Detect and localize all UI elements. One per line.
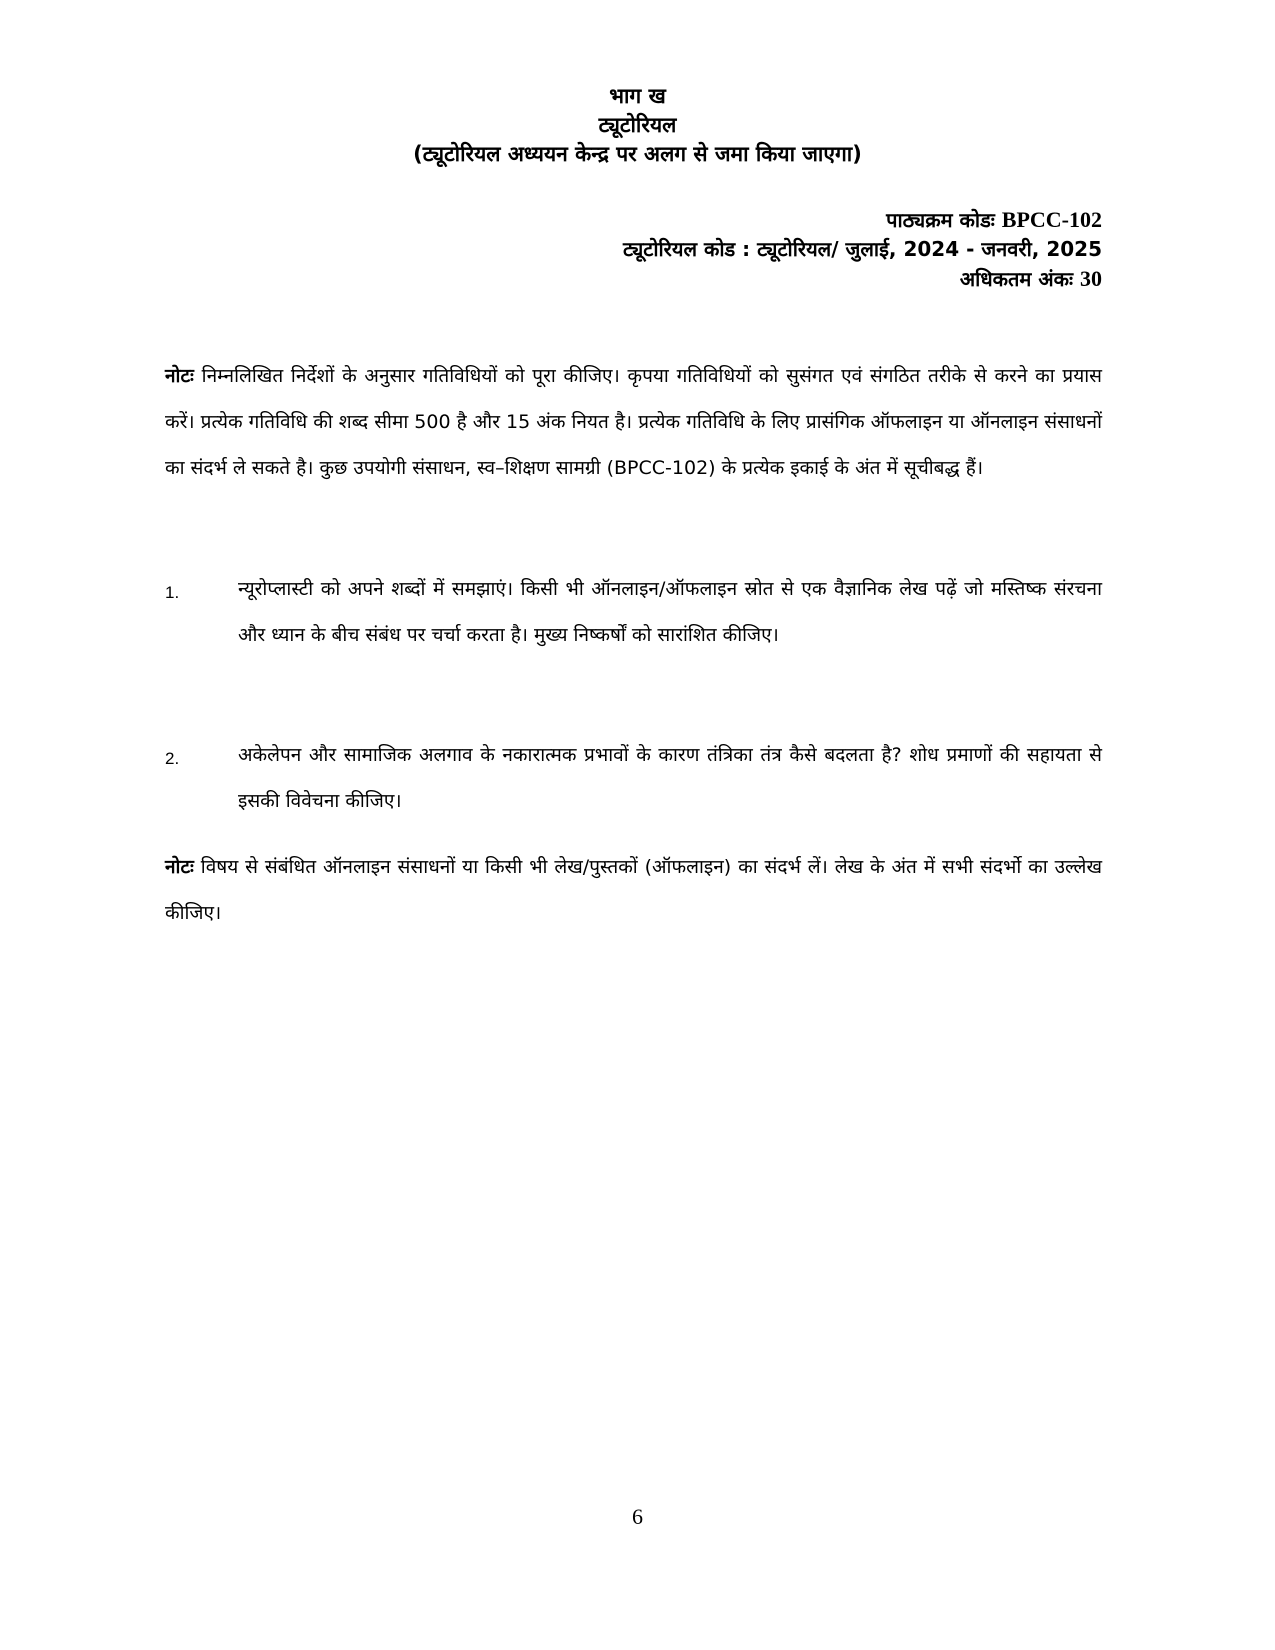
page-number: 6 bbox=[632, 1504, 643, 1529]
question-number: 2. bbox=[165, 749, 180, 768]
question-number: 1. bbox=[165, 583, 180, 602]
section-subtitle: (ट्यूटोरियल अध्ययन केन्द्र पर अलग से जमा किया जाएगा) bbox=[413, 142, 862, 166]
part-title: भाग ख bbox=[609, 84, 666, 108]
max-marks-line bbox=[623, 264, 1102, 294]
course-code: BPCC-102 bbox=[1001, 207, 1102, 232]
course-meta bbox=[623, 205, 1102, 294]
section-title: ट्यूटोरियल bbox=[598, 113, 677, 137]
tutorial-code: ट्यूटोरियल कोड : ट्यूटोरियल/ जुलाई, 2024 - जनवरी, 2025 bbox=[622, 237, 1102, 261]
instructions-note bbox=[165, 353, 1102, 491]
course-code-label: पाठ्यक्रम कोडः bbox=[886, 208, 995, 232]
document-header bbox=[0, 82, 1275, 169]
max-marks-label: अधिकतम अंकः bbox=[959, 267, 1074, 291]
question-text: न्यूरोप्लास्टी को अपने शब्दों में समझाएं। किसी भी ऑनलाइन/ऑफलाइन स्रोत से एक वैज्ञानिक लेख पढ़ें जो मस्तिष्क संरचना और ध्यान के बीच संबंध पर चर्चा करता है। मुख्य निष्कर्षों को सारांशित कीजिए। bbox=[238, 578, 1102, 646]
question-item bbox=[165, 566, 1102, 658]
note-text: विषय से संबंधित ऑनलाइन संसाधनों या किसी भी लेख/पुस्तकों (ऑफलाइन) का संदर्भ लें। लेख के अंत में सभी संदर्भो का उल्लेख कीजिए। bbox=[165, 856, 1102, 924]
course-code-line bbox=[623, 205, 1102, 235]
note-label: नोटः bbox=[165, 365, 194, 387]
question-item bbox=[165, 732, 1102, 824]
max-marks: 30 bbox=[1080, 266, 1102, 291]
question-text: अकेलेपन और सामाजिक अलगाव के नकारात्मक प्रभावों के कारण तंत्रिका तंत्र कैसे बदलता है? शोध प्रमाणों की सहायता से इसकी विवेचना कीजिए। bbox=[238, 744, 1102, 812]
reference-note bbox=[165, 844, 1102, 936]
note-text: निम्नलिखित निर्देशों के अनुसार गतिविधियों को पूरा कीजिए। कृपया गतिविधियों को सुसंगत एवं संगठित तरीके से करने का प्रयास करें। प्रत्येक गतिविधि की शब्द सीमा 500 है और 15 अंक नियत है। प्रत्येक गतिविधि के लिए प्रासंगिक ऑफलाइन या ऑनलाइन संसाधनों का संदर्भ ले सकते है। कुछ उपयोगी संसाधन, स्व–शिक्षण सामग्री (BPCC-102) के प्रत्येक इकाई के अंत में सूचीबद्ध हैं। bbox=[165, 365, 1103, 479]
note-label: नोटः bbox=[165, 856, 194, 878]
